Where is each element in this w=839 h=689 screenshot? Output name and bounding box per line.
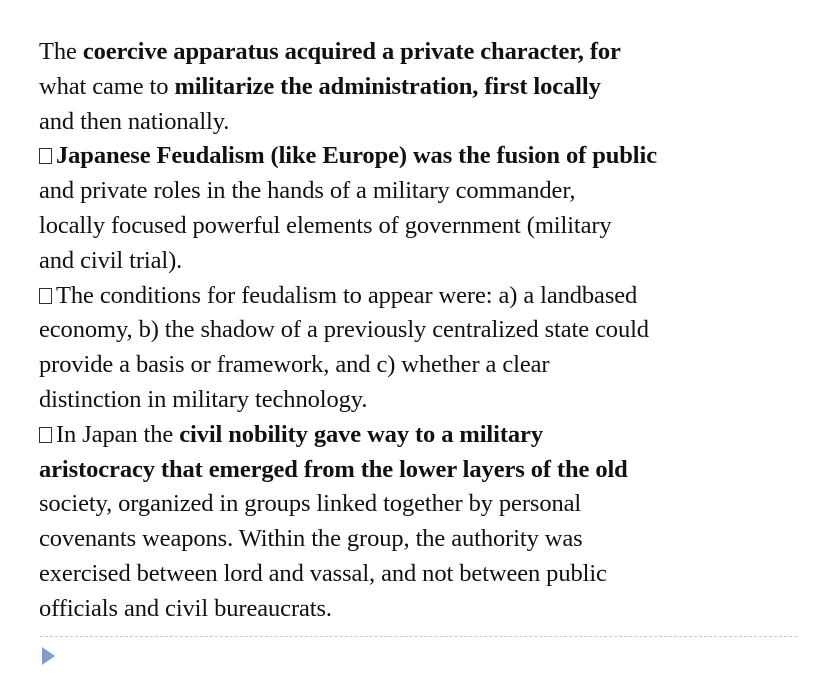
text-line xyxy=(39,139,819,174)
missing-glyph-box-icon xyxy=(39,148,52,164)
text-run: The conditions for feudalism to appear were: a) a landbased xyxy=(56,281,638,309)
bold-text-run: militarize the administration, first locally xyxy=(174,72,601,100)
text-line: provide a basis or framework, and c) whether a clear xyxy=(39,351,550,379)
text-line xyxy=(39,279,819,314)
text-line: and civil trial). xyxy=(39,246,183,274)
paragraph-civil-nobility xyxy=(39,418,819,627)
slide-body xyxy=(39,35,819,627)
text-line xyxy=(39,70,819,105)
text-run: The xyxy=(39,38,83,65)
text-line xyxy=(39,418,819,453)
paragraph-feudalism-conditions xyxy=(39,279,819,418)
text-line: society, organized in groups linked together by personal xyxy=(39,490,582,518)
text-line: covenants weapons. Within the group, the authority was xyxy=(39,525,583,553)
text-run: In Japan the xyxy=(56,420,180,448)
text-line: and then nationally. xyxy=(39,107,230,135)
triangle-right-icon xyxy=(42,647,55,665)
text-line: locally focused powerful elements of government (military xyxy=(39,211,612,239)
text-line: exercised between lord and vassal, and not between public xyxy=(39,559,607,587)
text-run: what came to xyxy=(39,72,175,100)
missing-glyph-box-icon xyxy=(39,288,52,304)
text-line xyxy=(39,35,819,70)
missing-glyph-box-icon xyxy=(39,427,52,443)
paragraph-japanese-feudalism xyxy=(39,139,819,278)
bold-text-run: civil nobility gave way to a military xyxy=(179,420,543,448)
text-line: economy, b) the shadow of a previously centralized state could xyxy=(39,316,649,344)
text-line: distinction in military technology. xyxy=(39,385,368,413)
text-line: and private roles in the hands of a military commander, xyxy=(39,177,576,205)
bold-text-run: coercive apparatus acquired a private character, for xyxy=(82,38,621,65)
text-line: aristocracy that emerged from the lower layers of the old xyxy=(39,455,628,483)
bold-text-run: Japanese Feudalism (like Europe) was the fusion of public xyxy=(56,142,657,170)
text-line: officials and civil bureaucrats. xyxy=(39,594,332,622)
paragraph-coercive-apparatus xyxy=(39,35,819,139)
footer-divider xyxy=(40,636,797,637)
